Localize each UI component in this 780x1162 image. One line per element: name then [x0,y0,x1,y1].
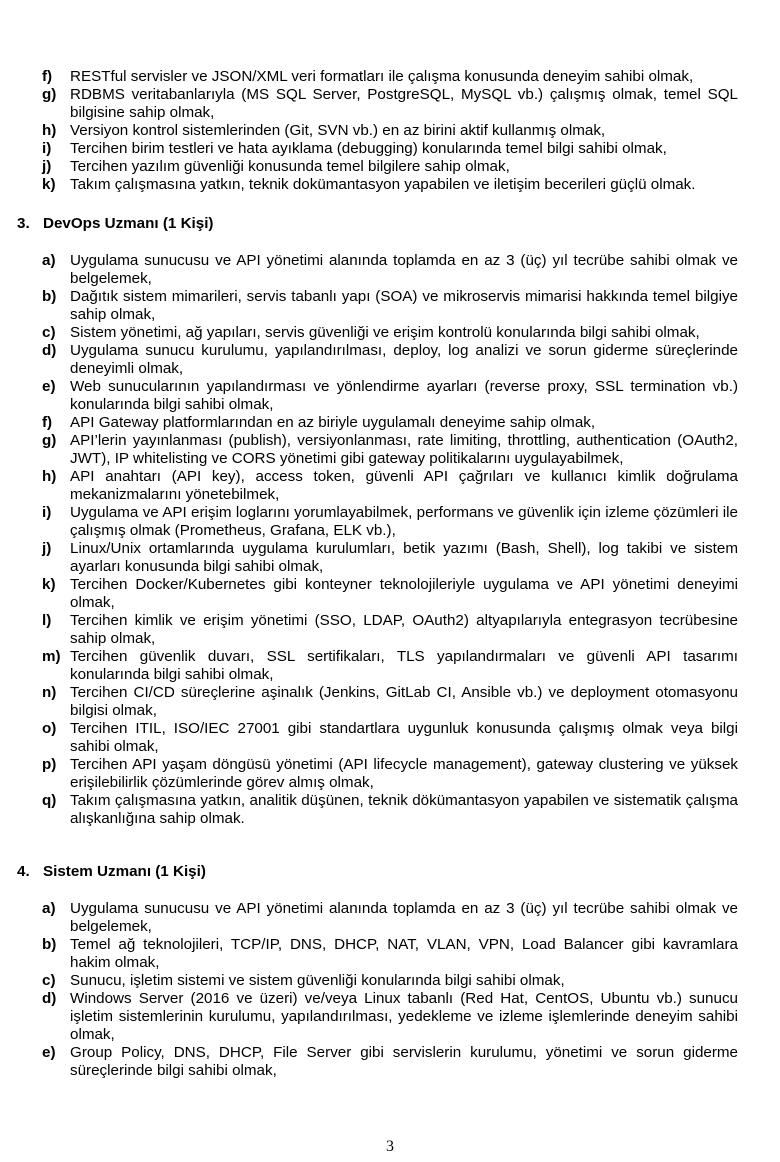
list-item [0,176,780,194]
list-item [0,792,780,828]
list-item-label: j) [42,158,52,175]
list-item-label: d) [42,990,57,1007]
list-item-text: API anahtarı (API key), access token, güvenli API çağrıları ve kullanıcı kimlik doğrulama mekanizmalarını yönetebilmek, [70,468,738,503]
list-item [0,342,780,378]
list-item [0,86,780,122]
list-item [0,990,780,1044]
list-item [0,684,780,720]
list-item-label: p) [42,756,57,773]
section-number: 4. [17,863,30,880]
list-item-label: o) [42,720,57,737]
list-item [0,720,780,756]
list-item-text: API’lerin yayınlanması (publish), versiyonlanması, rate limiting, throttling, authentication (OAuth2, JWT), IP whitelisting ve CORS yönetimi gibi gateway politikalarını uygulayabilmek, [70,432,738,467]
list-item-label: c) [42,972,56,989]
list-item-label: b) [42,936,57,953]
list-item-text: Sistem yönetimi, ağ yapıları, servis güvenliği ve erişim kontrolü konularında bilgi sahibi olmak, [70,324,700,341]
section-number: 3. [17,215,30,232]
list-item-label: j) [42,540,52,557]
list-item-label: l) [42,612,52,629]
section-title: DevOps Uzmanı (1 Kişi) [43,215,214,232]
list-item-label: n) [42,684,57,701]
list-item-text: API Gateway platformlarından en az biriyle uygulamalı deneyime sahip olmak, [70,414,596,431]
list-item-label: g) [42,86,57,103]
list-item [0,288,780,324]
list-item-label: d) [42,342,57,359]
list-item-text: Tercihen API yaşam döngüsü yönetimi (API lifecycle management), gateway clustering ve yüksek erişilebilirlik çözümlerinde görev almış olmak, [70,756,738,791]
list-item [0,68,780,86]
list-item-text: Tercihen CI/CD süreçlerine aşinalık (Jenkins, GitLab CI, Ansible vb.) ve deployment otomasyonu bilgisi olmak, [70,684,738,719]
devops-requirements-list [0,252,780,828]
list-item-label: g) [42,432,57,449]
sistem-requirements-list [0,900,780,1080]
list-item-text: RDBMS veritabanlarıyla (MS SQL Server, PostgreSQL, MySQL vb.) çalışmış olmak, temel SQL bilgisine sahip olmak, [70,86,738,121]
list-item-text: Uygulama sunucusu ve API yönetimi alanında toplamda en az 3 (üç) yıl tecrübe sahibi olmak ve belgelemek, [70,252,738,287]
list-item-text: Uygulama sunucusu ve API yönetimi alanında toplamda en az 3 (üç) yıl tecrübe sahibi olmak ve belgelemek, [70,900,738,935]
list-item-text: Takım çalışmasına yatkın, teknik dokümantasyon yapabilen ve iletişim becerileri güçlü olmak. [70,176,696,193]
section-heading-devops [17,215,213,233]
list-item-text: Versiyon kontrol sistemlerinden (Git, SVN vb.) en az birini aktif kullanmış olmak, [70,122,606,139]
list-item-label: i) [42,140,52,157]
list-item-label: q) [42,792,57,809]
list-item [0,414,780,432]
list-item-text: Takım çalışmasına yatkın, analitik düşünen, teknik dökümantasyon yapabilen ve sistematik çalışma alışkanlığına sahip olmak. [70,792,738,827]
list-item-label: h) [42,122,57,139]
list-item-label: m) [42,648,61,665]
list-item [0,540,780,576]
list-item-label: k) [42,176,56,193]
list-continued [0,68,780,194]
list-item-text: Group Policy, DNS, DHCP, File Server gibi servislerin kurulumu, yönetimi ve sorun giderme süreçlerinde bilgi sahibi olmak, [70,1044,738,1079]
list-item-text: RESTful servisler ve JSON/XML veri formatları ile çalışma konusunda deneyim sahibi olmak, [70,68,694,85]
list-item [0,158,780,176]
list-item-label: e) [42,378,56,395]
list-item-text: Tercihen güvenlik duvarı, SSL sertifikaları, TLS yapılandırmaları ve güvenli API tasarımı konularında bilgi sahibi olmak, [70,648,738,683]
list-item [0,252,780,288]
list-item [0,576,780,612]
section-heading-sistem [17,863,206,881]
list-item-label: f) [42,68,53,85]
list-item [0,432,780,468]
list-item [0,1044,780,1080]
list-item-label: h) [42,468,57,485]
list-item-text: Sunucu, işletim sistemi ve sistem güvenliği konularında bilgi sahibi olmak, [70,972,565,989]
list-item-text: Tercihen yazılım güvenliği konusunda temel bilgilere sahip olmak, [70,158,510,175]
list-item [0,378,780,414]
list-item-text: Tercihen birim testleri ve hata ayıklama (debugging) konularında temel bilgi sahibi olmak, [70,140,667,157]
list-item [0,612,780,648]
page-number: 3 [386,1138,394,1155]
list-item-text: Windows Server (2016 ve üzeri) ve/veya Linux tabanlı (Red Hat, CentOS, Ubuntu vb.) sunucu işletim sistemlerinin kurulumu, yapılandırılması, yedekleme ve izleme işlemlerinde deneyim sahibi olmak, [70,990,738,1043]
list-item-text: Temel ağ teknolojileri, TCP/IP, DNS, DHCP, NAT, VLAN, VPN, Load Balancer gibi kavramlara hakim olmak, [70,936,738,971]
list-item-label: c) [42,324,56,341]
list-item [0,504,780,540]
list-item-label: b) [42,288,57,305]
list-item-label: f) [42,414,53,431]
list-item [0,900,780,936]
list-item-text: Tercihen ITIL, ISO/IEC 27001 gibi standartlara uygunluk konusunda çalışmış olmak veya bilgi sahibi olmak, [70,720,738,755]
list-item-text: Dağıtık sistem mimarileri, servis tabanlı yapı (SOA) ve mikroservis mimarisi hakkında temel bilgiye sahip olmak, [70,288,738,323]
list-item-text: Tercihen kimlik ve erişim yönetimi (SSO, LDAP, OAuth2) altyapılarıyla entegrasyon tecrübesine sahip olmak, [70,612,738,647]
list-item [0,324,780,342]
list-item [0,648,780,684]
section-title: Sistem Uzmanı (1 Kişi) [43,863,206,880]
list-item-label: e) [42,1044,56,1061]
list-item-text: Web sunucularının yapılandırması ve yönlendirme ayarları (reverse proxy, SSL termination vb.) konularında bilgi sahibi olmak, [70,378,738,413]
list-item-text: Tercihen Docker/Kubernetes gibi konteyner teknolojileriyle uygulama ve API yönetimi deneyimi olmak, [70,576,738,611]
list-item-text: Uygulama ve API erişim loglarını yorumlayabilmek, performans ve güvenlik için izleme çözümleri ile çalışmış olmak (Prometheus, Grafana, ELK vb.), [70,504,738,539]
list-item-label: a) [42,252,56,269]
list-item [0,468,780,504]
list-item [0,936,780,972]
list-item [0,972,780,990]
list-item [0,140,780,158]
list-item-text: Uygulama sunucu kurulumu, yapılandırılması, deploy, log analizi ve sorun giderme süreçlerinde deneyimli olmak, [70,342,738,377]
list-item-label: k) [42,576,56,593]
list-item-label: a) [42,900,56,917]
list-item [0,122,780,140]
list-item [0,756,780,792]
list-item-text: Linux/Unix ortamlarında uygulama kurulumları, betik yazımı (Bash, Shell), log takibi ve sistem ayarları konusunda bilgi sahibi olmak, [70,540,738,575]
list-item-label: i) [42,504,52,521]
